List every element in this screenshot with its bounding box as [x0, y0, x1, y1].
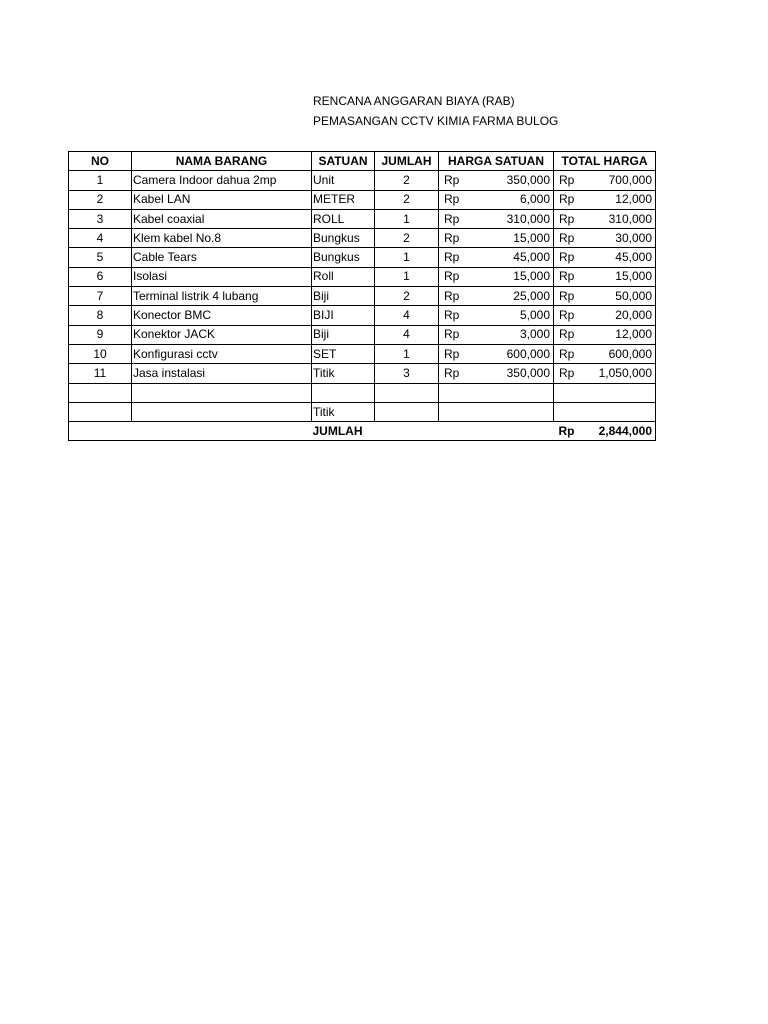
currency-label: Rp: [559, 308, 575, 323]
currency-label: Rp: [444, 327, 460, 342]
cell-satuan: METER: [312, 190, 375, 209]
table-row: [69, 229, 656, 248]
cell-harga-satuan: [439, 344, 554, 363]
cell-jumlah: 2: [375, 287, 439, 306]
cell-satuan: Bungkus: [312, 248, 375, 267]
cell-satuan: Roll: [312, 267, 375, 286]
cell-satuan: Bungkus: [312, 229, 375, 248]
table-row: [69, 190, 656, 209]
cell-satuan: ROLL: [312, 209, 375, 228]
cell-jumlah: 1: [375, 209, 439, 228]
amount: 12,000: [615, 327, 652, 342]
total-row: [69, 422, 656, 441]
cell-no: 4: [69, 229, 132, 248]
extra-row-satuan: Titik: [312, 402, 375, 421]
document-title: RENCANA ANGGARAN BIAYA (RAB): [313, 94, 515, 108]
cell-nama-barang: Cable Tears: [132, 248, 312, 267]
header-harga-satuan: HARGA SATUAN: [439, 152, 554, 171]
header-satuan: SATUAN: [312, 152, 375, 171]
amount: 600,000: [608, 346, 652, 361]
header-jumlah: JUMLAH: [375, 152, 439, 171]
total-currency: Rp: [558, 423, 575, 438]
cell-no: 9: [69, 325, 132, 344]
total-label: JUMLAH: [312, 422, 554, 441]
cell-total-harga: [554, 229, 656, 248]
cell-nama-barang: Terminal listrik 4 lubang: [132, 287, 312, 306]
table-row: [69, 364, 656, 383]
cell-no: 8: [69, 306, 132, 325]
currency-label: Rp: [559, 269, 575, 284]
cell-harga-satuan: [439, 364, 554, 383]
cell-no: 2: [69, 190, 132, 209]
currency-label: Rp: [444, 346, 460, 361]
amount: 25,000: [513, 288, 550, 303]
cell-jumlah: 3: [375, 364, 439, 383]
amount: 12,000: [615, 192, 652, 207]
document-subtitle: PEMASANGAN CCTV KIMIA FARMA BULOG: [313, 114, 559, 128]
cell-harga-satuan: [439, 248, 554, 267]
currency-label: Rp: [444, 269, 460, 284]
cell-no: 7: [69, 287, 132, 306]
cell-jumlah: 1: [375, 248, 439, 267]
amount: 310,000: [506, 211, 550, 226]
currency-label: Rp: [559, 230, 575, 245]
currency-label: Rp: [444, 288, 460, 303]
cell-no: 11: [69, 364, 132, 383]
currency-label: Rp: [559, 192, 575, 207]
currency-label: Rp: [444, 172, 460, 187]
amount: 15,000: [513, 230, 550, 245]
amount: 15,000: [513, 269, 550, 284]
cell-jumlah: 1: [375, 344, 439, 363]
cell-nama-barang: Konfigurasi cctv: [132, 344, 312, 363]
cell-nama-barang: Camera Indoor dahua 2mp: [132, 171, 312, 190]
extra-row: [69, 402, 656, 421]
cell-jumlah: 4: [375, 325, 439, 344]
header-total-harga: TOTAL HARGA: [554, 152, 656, 171]
currency-label: Rp: [559, 346, 575, 361]
cell-harga-satuan: [439, 190, 554, 209]
total-value-cell: [554, 422, 656, 441]
header-nama-barang: NAMA BARANG: [132, 152, 312, 171]
cell-harga-satuan: [439, 306, 554, 325]
cell-harga-satuan: [439, 171, 554, 190]
total-value: 2,844,000: [598, 423, 652, 438]
cell-total-harga: [554, 306, 656, 325]
cell-no: 5: [69, 248, 132, 267]
amount: 15,000: [615, 269, 652, 284]
currency-label: Rp: [444, 308, 460, 323]
cell-harga-satuan: [439, 325, 554, 344]
cell-total-harga: [554, 344, 656, 363]
cell-total-harga: [554, 209, 656, 228]
cell-harga-satuan: [439, 209, 554, 228]
cell-satuan: Biji: [312, 287, 375, 306]
amount: 600,000: [506, 346, 550, 361]
cell-nama-barang: Jasa instalasi: [132, 364, 312, 383]
amount: 45,000: [615, 250, 652, 265]
table-row: [69, 325, 656, 344]
amount: 45,000: [513, 250, 550, 265]
table-row: [69, 209, 656, 228]
cell-nama-barang: Kabel LAN: [132, 190, 312, 209]
cell-satuan: Unit: [312, 171, 375, 190]
cell-no: 10: [69, 344, 132, 363]
currency-label: Rp: [559, 288, 575, 303]
currency-label: Rp: [559, 211, 575, 226]
empty-row: [69, 383, 656, 402]
currency-label: Rp: [444, 365, 460, 380]
table-header-row: [69, 152, 656, 171]
currency-label: Rp: [559, 250, 575, 265]
cell-jumlah: 2: [375, 229, 439, 248]
rab-table: [68, 151, 656, 441]
currency-label: Rp: [444, 250, 460, 265]
cell-no: 1: [69, 171, 132, 190]
cell-jumlah: 1: [375, 267, 439, 286]
cell-total-harga: [554, 364, 656, 383]
table-row: [69, 306, 656, 325]
amount: 310,000: [608, 211, 652, 226]
table-row: [69, 171, 656, 190]
amount: 3,000: [519, 327, 550, 342]
cell-harga-satuan: [439, 287, 554, 306]
cell-nama-barang: Konector BMC: [132, 306, 312, 325]
amount: 700,000: [608, 172, 652, 187]
table-row: [69, 287, 656, 306]
table-row: [69, 344, 656, 363]
table-row: [69, 248, 656, 267]
table-row: [69, 267, 656, 286]
currency-label: Rp: [559, 172, 575, 187]
amount: 50,000: [615, 288, 652, 303]
cell-no: 6: [69, 267, 132, 286]
cell-nama-barang: Klem kabel No.8: [132, 229, 312, 248]
cell-satuan: SET: [312, 344, 375, 363]
cell-nama-barang: Isolasi: [132, 267, 312, 286]
header-no: NO: [69, 152, 132, 171]
currency-label: Rp: [444, 211, 460, 226]
cell-nama-barang: Kabel coaxial: [132, 209, 312, 228]
amount: 20,000: [615, 308, 652, 323]
cell-total-harga: [554, 325, 656, 344]
cell-total-harga: [554, 190, 656, 209]
currency-label: Rp: [559, 365, 575, 380]
amount: 30,000: [615, 230, 652, 245]
currency-label: Rp: [444, 192, 460, 207]
cell-jumlah: 2: [375, 171, 439, 190]
cell-harga-satuan: [439, 229, 554, 248]
cell-nama-barang: Konektor JACK: [132, 325, 312, 344]
amount: 5,000: [519, 308, 550, 323]
cell-total-harga: [554, 267, 656, 286]
cell-harga-satuan: [439, 267, 554, 286]
cell-total-harga: [554, 248, 656, 267]
amount: 350,000: [506, 365, 550, 380]
cell-satuan: Titik: [312, 364, 375, 383]
cell-no: 3: [69, 209, 132, 228]
cell-jumlah: 2: [375, 190, 439, 209]
amount: 350,000: [506, 172, 550, 187]
cell-satuan: BIJI: [312, 306, 375, 325]
cell-total-harga: [554, 171, 656, 190]
currency-label: Rp: [444, 230, 460, 245]
amount: 6,000: [519, 192, 550, 207]
amount: 1,050,000: [598, 365, 652, 380]
currency-label: Rp: [559, 327, 575, 342]
cell-total-harga: [554, 287, 656, 306]
cell-satuan: Biji: [312, 325, 375, 344]
cell-jumlah: 4: [375, 306, 439, 325]
